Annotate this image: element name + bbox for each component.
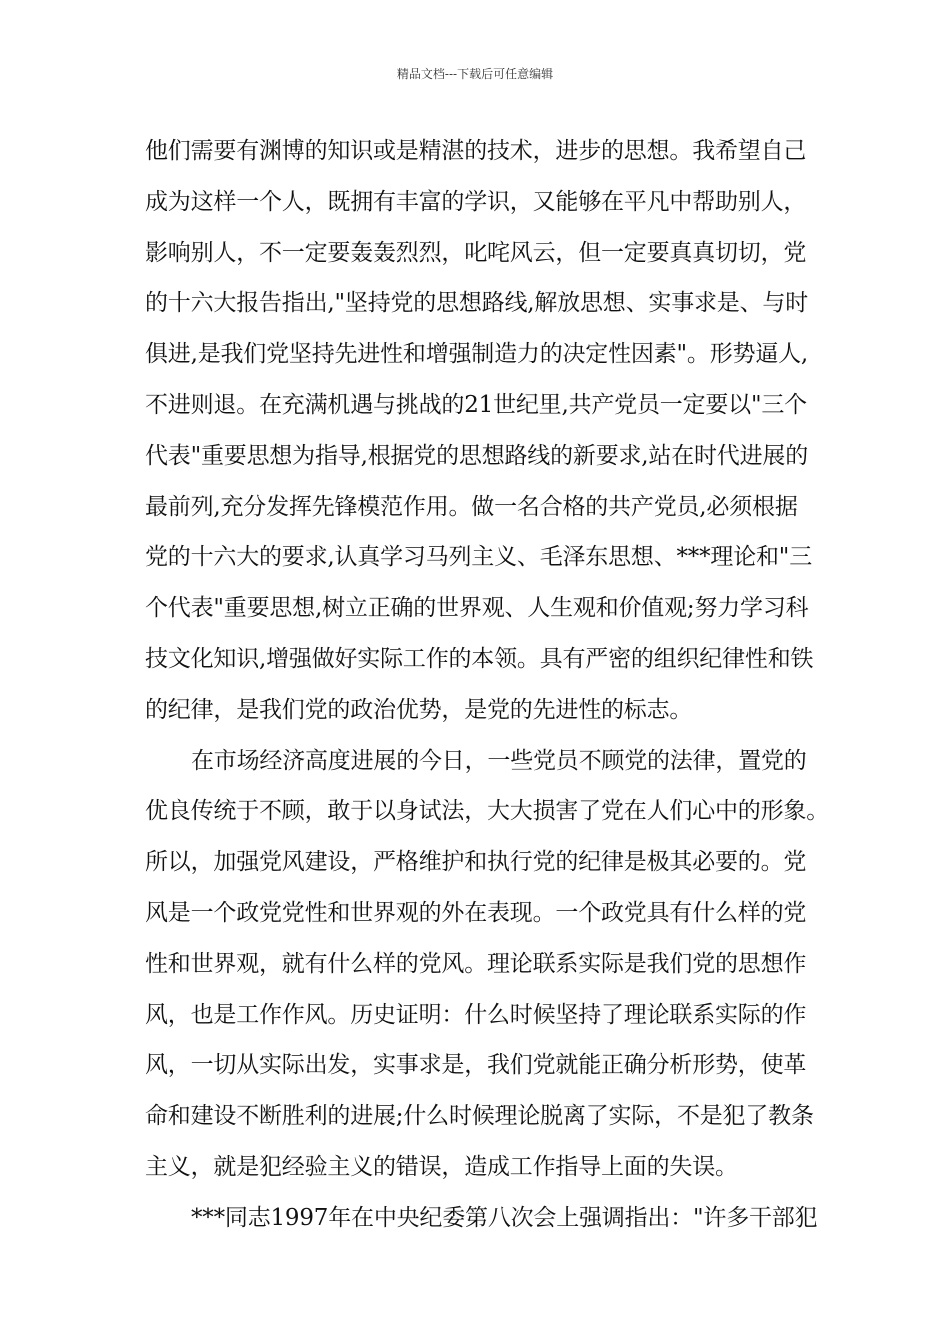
text-line: 风是一个政党党性和世界观的外在表现。一个政党具有什么样的党 bbox=[145, 899, 807, 926]
text-line: 成为这样一个人，既拥有丰富的学识，又能够在平凡中帮助别人， bbox=[145, 188, 807, 215]
text-line: 他们需要有渊博的知识或是精湛的技术，进步的思想。我希望自己 bbox=[145, 138, 807, 164]
text-line: 不进则退。在充满机遇与挑战的21世纪里,共产党员一定要以"三个 bbox=[145, 391, 807, 418]
page-header: 精品文档---下载后可任意编辑 bbox=[396, 67, 554, 81]
text-line: 风，一切从实际出发，实事求是，我们党就能正确分析形势，使革 bbox=[145, 1052, 807, 1079]
paragraph-first-line: ***同志1997年在中央纪委第八次会上强调指出："许多干部犯 bbox=[191, 1204, 818, 1231]
text-line: 个代表"重要思想,树立正确的世界观、人生观和价值观;努力学习科 bbox=[145, 595, 809, 622]
text-line: 俱进,是我们党坚持先进性和增强制造力的决定性因素"。形势逼人, bbox=[145, 341, 809, 368]
text-line: 性和世界观，就有什么样的党风。理论联系实际是我们党的思想作 bbox=[145, 950, 807, 977]
text-line: 代表"重要思想为指导,根据党的思想路线的新要求,站在时代进展的 bbox=[145, 442, 809, 469]
text-line: 命和建设不断胜利的进展;什么时候理论脱离了实际，不是犯了教条 bbox=[145, 1103, 814, 1130]
text-line: 技文化知识,增强做好实际工作的本领。具有严密的组织纪律性和铁 bbox=[145, 645, 814, 672]
text-line: 风，也是工作作风。历史证明：什么时候坚持了理论联系实际的作 bbox=[145, 1001, 807, 1028]
document-body bbox=[145, 126, 830, 1244]
text-line: 影响别人，不一定要轰轰烈烈，叱咤风云，但一定要真真切切，党 bbox=[145, 239, 807, 266]
text-line: 的纪律，是我们党的政治优势，是党的先进性的标志。 bbox=[145, 696, 693, 723]
text-line: 优良传统于不顾，敢于以身试法，大大损害了党在人们心中的形象。 bbox=[145, 798, 830, 825]
text-line: 的十六大报告指出,"坚持党的思想路线,解放思想、实事求是、与时 bbox=[145, 290, 809, 317]
text-line: 所以，加强党风建设，严格维护和执行党的纪律是极其必要的。党 bbox=[145, 849, 807, 876]
text-line: 党的十六大的要求,认真学习马列主义、毛泽东思想、***理论和"三 bbox=[145, 544, 812, 571]
text-line: 主义，就是犯经验主义的错误，造成工作指导上面的失误。 bbox=[145, 1153, 738, 1180]
paragraph-first-line: 在市场经济高度进展的今日，一些党员不顾党的法律，置党的 bbox=[191, 747, 807, 774]
text-line: 最前列,充分发挥先锋模范作用。做一名合格的共产党员,必须根据 bbox=[145, 493, 798, 520]
